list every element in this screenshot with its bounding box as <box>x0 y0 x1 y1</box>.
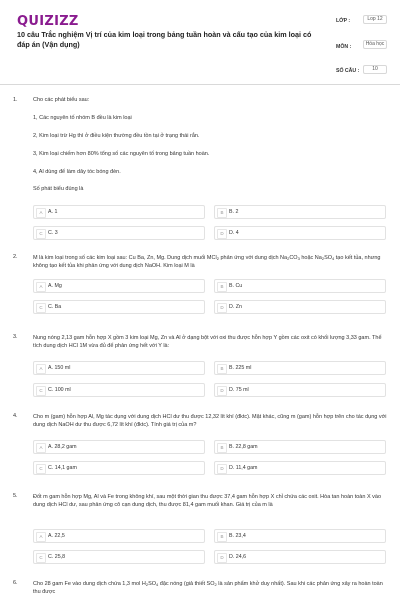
statement-2: 2, Kim loại trừ Hg thì ở điều kiện thường đều tồn tại ở trạng thái rắn. <box>33 133 200 139</box>
option-letter: C <box>36 386 46 396</box>
worksheet-title: 10 câu Trắc nghiệm Vị trí của kim loại trong bảng tuần hoàn và cấu tạo của kim loại có đáp án (Vận dụng) <box>17 30 312 49</box>
option-letter: C <box>36 303 46 313</box>
option-letter: C <box>36 229 46 239</box>
statement-1: 1, Các nguyên tố nhóm B đều là kim loại <box>33 115 132 121</box>
option-letter: A <box>36 532 46 542</box>
question-text: Cho 28 gam Fe vào dung dịch chứa 1,3 mol $H_2SO_4$ đặc nóng (giả thiết $SO_2$ là sản phẩm khử duy nhất). Sau khi các phản ứng xảy ra hoàn toàn thu được <box>33 581 383 596</box>
option-c[interactable] <box>33 550 205 564</box>
option-text: A. 28,2 gam <box>48 444 77 450</box>
question-text: M là kim loại trong số các kim loại sau: Cu Ba, Zn, Mg. Dung dịch muối MCl$_2$ phản ứng với dung dịch $Na_2CO_3$ hoặc $Na_2SO_4$ tạo kết tủa, nhưng không tạo kết tủa khi phản ứng với dung dịch NaOH. Kim loại M là <box>33 255 381 270</box>
option-letter: A <box>36 364 46 374</box>
question-number: 1. <box>13 97 18 103</box>
option-text: B. 2 <box>229 209 239 215</box>
option-text: C. 3 <box>48 230 58 236</box>
option-b[interactable] <box>214 279 386 293</box>
option-text: C. 25,8 <box>48 554 66 560</box>
option-text: B. Cu <box>229 283 243 289</box>
option-text: A. 150 ml <box>48 365 71 371</box>
option-letter: B <box>217 282 227 292</box>
option-letter: D <box>217 386 227 396</box>
question-count-value: 10 <box>363 65 387 74</box>
option-d[interactable] <box>214 550 386 564</box>
option-d[interactable] <box>214 300 386 314</box>
option-c[interactable] <box>33 226 205 240</box>
option-text: A. Mg <box>48 283 62 289</box>
option-text: D. 4 <box>229 230 239 236</box>
option-a[interactable] <box>33 440 205 454</box>
subject-value: Hóa học <box>363 40 387 49</box>
option-text: D. 24,6 <box>229 554 247 560</box>
subject-label: MÔN : <box>336 44 352 50</box>
option-letter: D <box>217 229 227 239</box>
option-letter: C <box>36 553 46 563</box>
class-value: Lop 12 <box>363 15 387 24</box>
option-letter: A <box>36 208 46 218</box>
question-number: 2. <box>13 254 18 260</box>
option-letter: D <box>217 553 227 563</box>
question-text: Đốt m gam hỗn hợp Mg, Al và Fe trong không khí, sau một thời gian thu được 37,4 gam hỗn hợp X chỉ chứa các oxit. Hòa tan hoàn toàn X vào dung dịch HCl dư, sau phản ứng cô cạn dung dịch, thu được 81,4 gam muối khan. Giá trị của m là <box>33 494 382 509</box>
option-c[interactable] <box>33 461 205 475</box>
option-text: A. 1 <box>48 209 58 215</box>
option-a[interactable] <box>33 361 205 375</box>
worksheet-header <box>0 0 400 82</box>
question-ask: Số phát biểu đúng là <box>33 186 84 192</box>
question-number: 3. <box>13 334 18 340</box>
option-c[interactable] <box>33 300 205 314</box>
option-a[interactable] <box>33 279 205 293</box>
option-d[interactable] <box>214 226 386 240</box>
option-text: D. 11,4 gam <box>229 465 258 471</box>
option-letter: C <box>36 464 46 474</box>
question-number: 6. <box>13 580 18 586</box>
option-text: B. 22,8 gam <box>229 444 258 450</box>
option-text: D. Zn <box>229 304 242 310</box>
option-d[interactable] <box>214 383 386 397</box>
question-count-label: SỐ CÂU : <box>336 68 360 74</box>
question-number: 5. <box>13 493 18 499</box>
option-text: C. 14,1 gam <box>48 465 77 471</box>
option-a[interactable] <box>33 205 205 219</box>
option-text: C. 100 ml <box>48 387 71 393</box>
option-letter: B <box>217 532 227 542</box>
option-letter: B <box>217 208 227 218</box>
option-b[interactable] <box>214 440 386 454</box>
option-text: B. 23,4 <box>229 533 246 539</box>
option-text: C. Ba <box>48 304 62 310</box>
statement-4: 4, Al dùng để làm dây tóc bóng đèn. <box>33 169 121 175</box>
option-text: D. 75 ml <box>229 387 249 393</box>
option-letter: D <box>217 303 227 313</box>
option-a[interactable] <box>33 529 205 543</box>
option-b[interactable] <box>214 529 386 543</box>
header-divider <box>0 84 400 85</box>
option-c[interactable] <box>33 383 205 397</box>
option-letter: B <box>217 443 227 453</box>
quizizz-logo: QUIZIZZ <box>17 14 79 29</box>
question-text: Cho m (gam) hỗn hợp Al, Mg tác dụng với dung dịch HCl dư thu được 12,32 lít khí (đktc). Mặt khác, cũng m (gam) hỗn hợp trên cho tác dụng với dung dịch NaOH dư thu được 6,72 lít khí (đktc). Tính giá trị của m? <box>33 414 387 429</box>
option-letter: A <box>36 443 46 453</box>
option-text: A. 22,5 <box>48 533 65 539</box>
question-text: Nung nóng 2,13 gam hỗn hợp X gồm 3 kim loại Mg, Zn và Al ở dạng bột với oxi thu được hỗn hợp Y gồm các oxit có khối lượng 3,33 gam. Thể tích dung dịch HCl 1M vừa đủ để phản ứng hết với Y là: <box>33 335 382 350</box>
class-label: LỚP : <box>336 18 351 24</box>
statement-3: 3, Kim loại chiếm hơn 80% tổng số các nguyên tố trong bảng tuần hoàn. <box>33 151 210 157</box>
option-letter: A <box>36 282 46 292</box>
question-number: 4. <box>13 413 18 419</box>
option-letter: D <box>217 464 227 474</box>
option-b[interactable] <box>214 205 386 219</box>
option-d[interactable] <box>214 461 386 475</box>
option-b[interactable] <box>214 361 386 375</box>
option-text: B. 225 ml <box>229 365 252 371</box>
question-intro: Cho các phát biểu sau: <box>33 97 90 103</box>
option-letter: B <box>217 364 227 374</box>
